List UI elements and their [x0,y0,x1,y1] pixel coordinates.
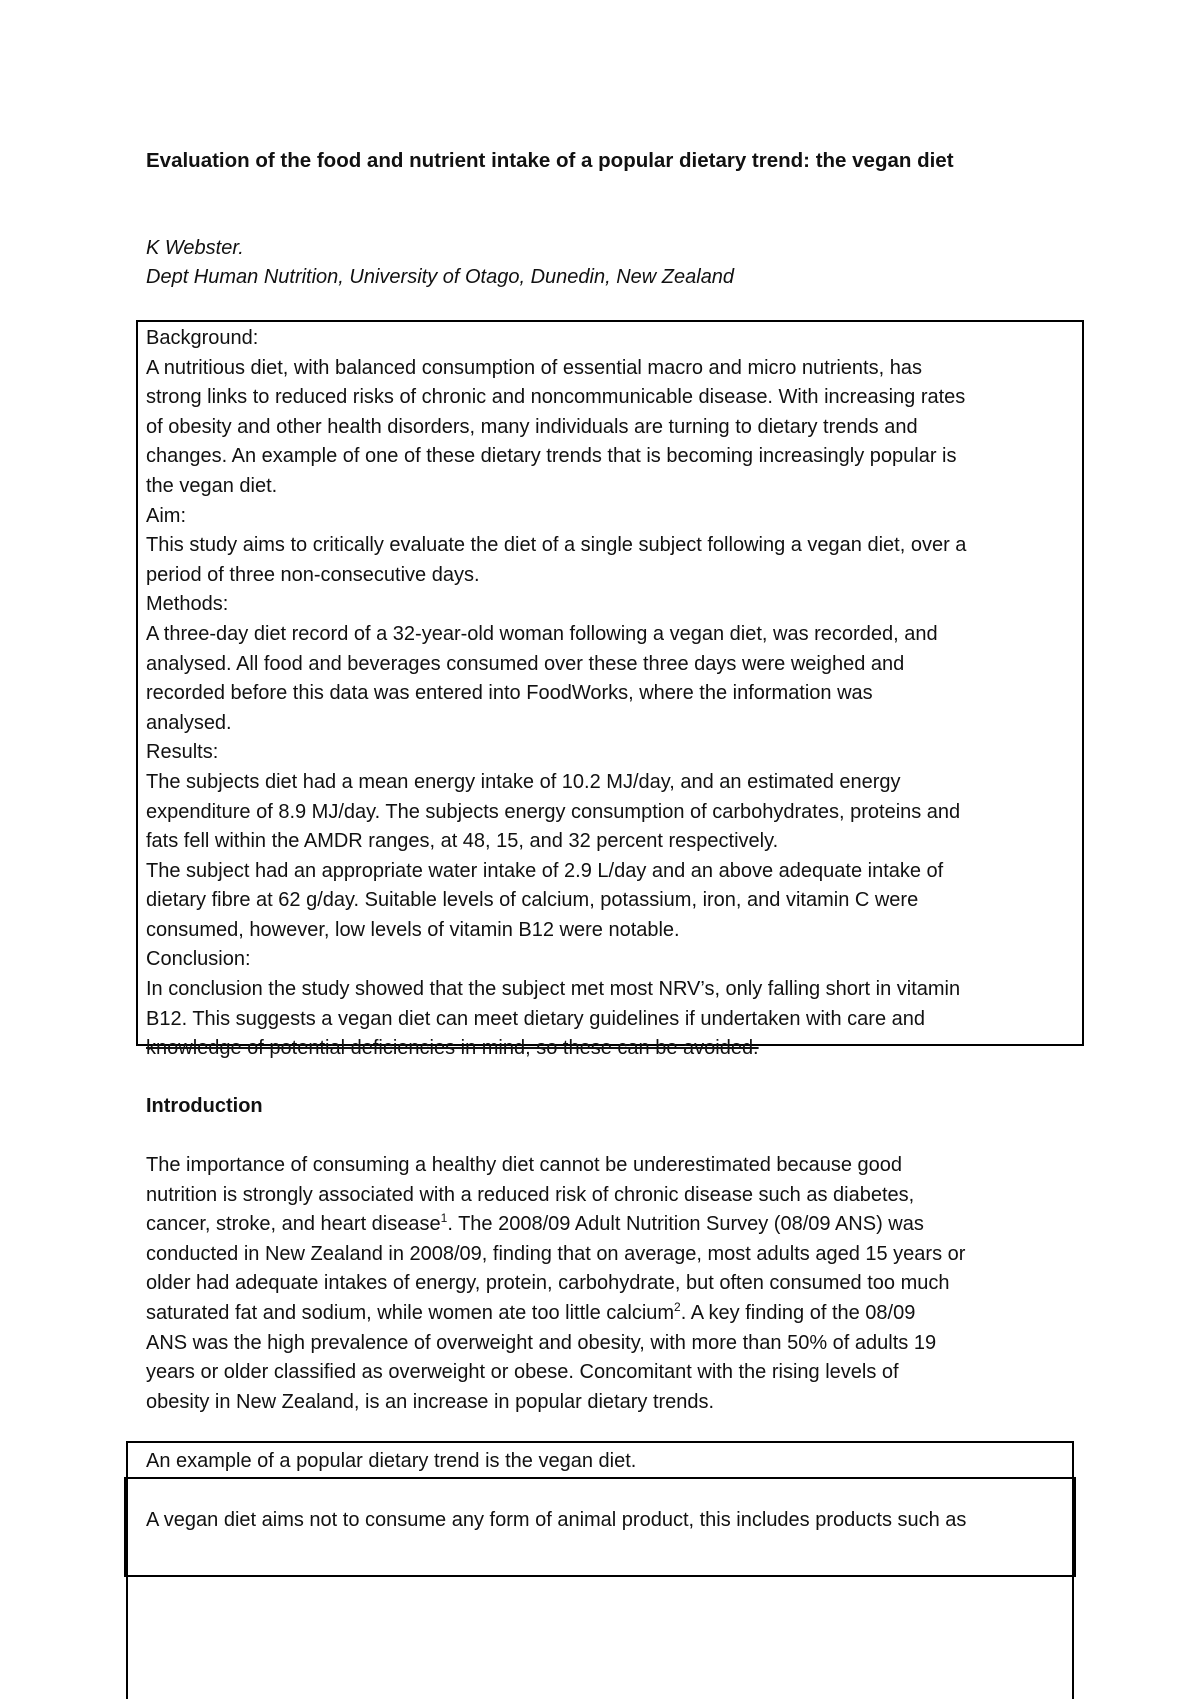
intro-text: saturated fat and sodium, while women ate too little calcium [146,1301,675,1324]
abstract-line: The subject had an appropriate water intake of 2.9 L/day and an above adequate intake of [146,859,944,882]
abstract-line: analysed. [146,711,232,734]
citation-1: 1 [440,1211,448,1226]
aim-heading: Aim: [146,504,186,527]
intro-line: nutrition is strongly associated with a reduced risk of chronic disease such as diabetes, [146,1183,915,1206]
vegan-definition-sentence: A vegan diet aims not to consume any form of animal product, this includes products such as [146,1509,967,1531]
abstract-line: dietary fibre at 62 g/day. Suitable levels of calcium, potassium, iron, and vitamin C were [146,889,919,912]
intro-line: The importance of consuming a healthy diet cannot be underestimated because good [146,1154,903,1176]
abstract-line: The subjects diet had a mean energy intake of 10.2 MJ/day, and an estimated energy [146,770,901,793]
intro-line: years or older classified as overweight or obese. Concomitant with the rising levels of [146,1361,899,1384]
abstract-line: strong links to reduced risks of chronic and noncommunicable disease. With increasing rates [146,386,966,409]
intro-line [146,1210,965,1240]
abstract-line-struck: knowledge of potential deficiencies in mind, so these can be avoided. [146,1037,759,1060]
intro-line: older had adequate intakes of energy, protein, carbohydrate, but often consumed too much [146,1272,950,1295]
document-title: Evaluation of the food and nutrient intake of a popular dietary trend: the vegan diet [146,149,954,172]
abstract-line: fats fell within the AMDR ranges, at 48, 15, and 32 percent respectively. [146,830,779,853]
abstract-line: This study aims to critically evaluate the diet of a single subject following a vegan diet, over a [146,534,967,557]
intro-text: . A key finding of the 08/09 [680,1301,916,1324]
citation-2: 2 [674,1299,681,1314]
results-heading: Results: [146,741,219,764]
intro-text: . The 2008/09 Adult Nutrition Survey (08/09 ANS) was [447,1213,924,1236]
intro-line [146,1299,965,1329]
intro-line: obesity in New Zealand, is an increase in popular dietary trends. [146,1390,715,1413]
example-sentence: An example of a popular dietary trend is the vegan diet. [146,1450,637,1472]
intro-line: conducted in New Zealand in 2008/09, finding that on average, most adults aged 15 years or [146,1242,966,1265]
abstract [146,324,1086,1064]
intro-line: ANS was the high prevalence of overweight and obesity, with more than 50% of adults 19 [146,1331,937,1354]
abstract-line: the vegan diet. [146,474,278,497]
abstract-line: In conclusion the study showed that the subject met most NRV’s, only falling short in vitamin [146,978,961,1001]
abstract-line: consumed, however, low levels of vitamin B12 were notable. [146,918,680,941]
background-heading: Background: [146,327,259,349]
abstract-line: of obesity and other health disorders, many individuals are turning to dietary trends and [146,415,918,438]
author-affiliation: Dept Human Nutrition, University of Otago, Dunedin, New Zealand [146,266,735,288]
abstract-line: B12. This suggests a vegan diet can meet dietary guidelines if undertaken with care and [146,1007,925,1030]
introduction-heading: Introduction [146,1095,263,1117]
methods-heading: Methods: [146,593,229,616]
intro-text: cancer, stroke, and heart disease [146,1213,441,1236]
abstract-line: changes. An example of one of these dietary trends that is becoming increasingly popular is [146,445,957,468]
abstract-line: recorded before this data was entered into FoodWorks, where the information was [146,682,873,705]
conclusion-heading: Conclusion: [146,948,251,971]
abstract-line: analysed. All food and beverages consumed over these three days were weighed and [146,652,905,675]
abstract-line: period of three non-consecutive days. [146,563,480,586]
introduction-body [146,1151,965,1417]
abstract-line: expenditure of 8.9 MJ/day. The subjects energy consumption of carbohydrates, proteins and [146,800,961,823]
author-name: K Webster. [146,237,244,259]
abstract-line: A nutritious diet, with balanced consumption of essential macro and micro nutrients, has [146,356,922,379]
abstract-line: A three-day diet record of a 32-year-old woman following a vegan diet, was recorded, and [146,622,938,645]
